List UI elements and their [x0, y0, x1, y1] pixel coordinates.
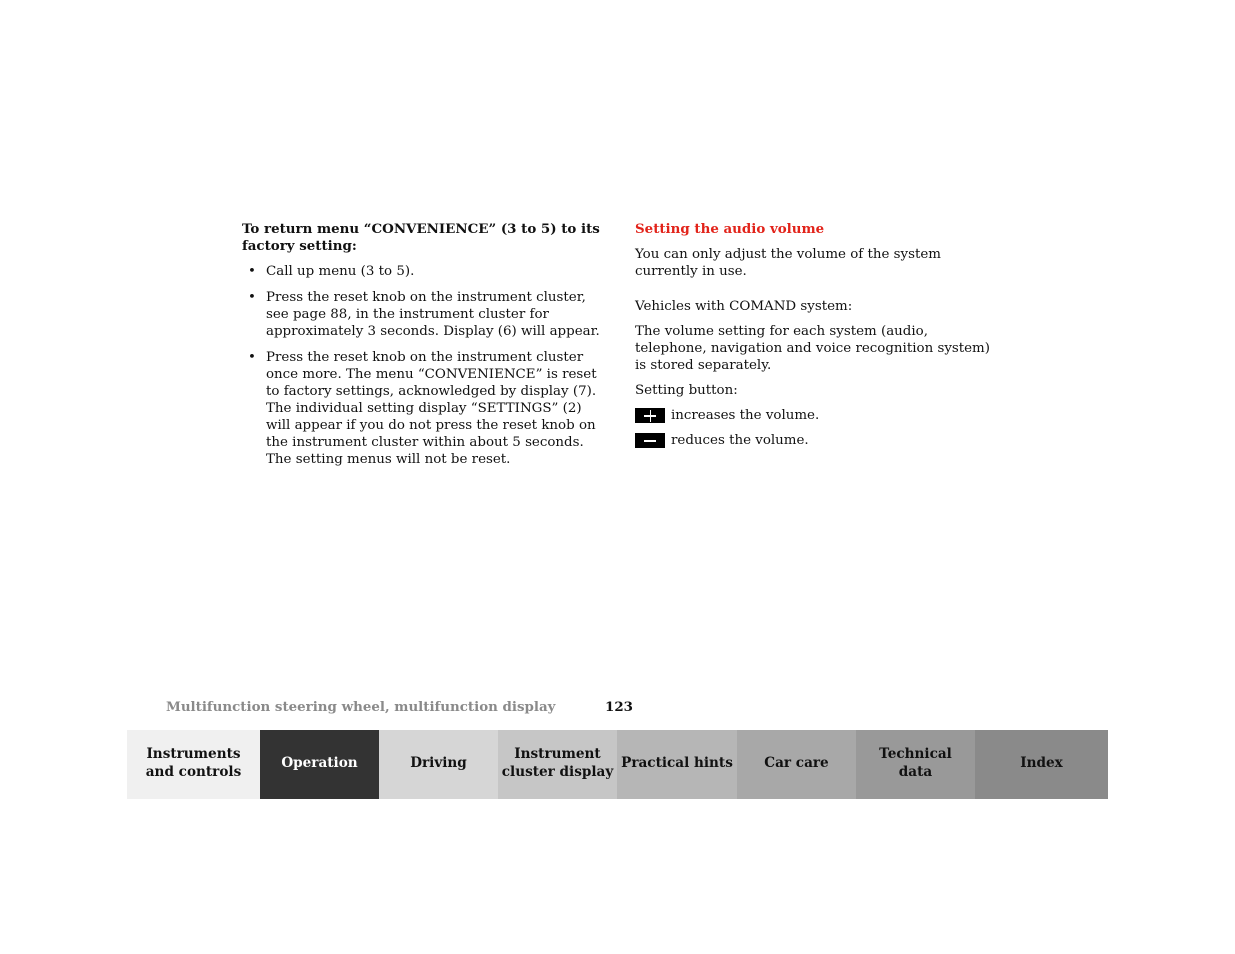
instruction-list — [242, 263, 607, 468]
list-item — [242, 289, 607, 340]
minus-key-icon — [635, 433, 665, 448]
reduce-volume-text: reduces the volume. — [671, 433, 809, 448]
list-item-text: Call up menu (3 to 5). — [266, 264, 415, 279]
tab-driving[interactable]: Driving — [379, 730, 498, 799]
tab-practical-hints[interactable]: Practical hints — [617, 730, 737, 799]
increase-volume-row — [635, 407, 995, 424]
tab-index[interactable]: Index — [975, 730, 1108, 799]
volume-setting-paragraph: The volume setting for each system (audio, telephone, navigation and voice recognition system) is stored separately. — [635, 324, 990, 373]
list-item-continuation: The individual setting display “SETTINGS” (2) will appear if you do not press the reset knob on the instrument cluster within about 5 seconds. The setting menus will not be reset. — [266, 401, 596, 467]
vehicles-paragraph: Vehicles with COMAND system: — [635, 299, 853, 314]
setting-button-label: Setting button: — [635, 383, 738, 398]
section-heading-convenience: To return menu “CONVENIENCE” (3 to 5) to its factory setting: — [242, 221, 600, 254]
list-item — [242, 349, 607, 468]
intro-paragraph: You can only adjust the volume of the system currently in use. — [635, 247, 941, 279]
list-item — [242, 263, 607, 280]
section-heading-audio-volume: Setting the audio volume — [635, 221, 825, 237]
list-item-text: Press the reset knob on the instrument cluster once more. The menu “CONVENIENCE” is reset to factory settings, acknowledged by display (7). — [266, 350, 597, 399]
tab-car-care[interactable]: Car care — [737, 730, 856, 799]
left-column — [242, 221, 607, 477]
tab-instruments-and-controls[interactable]: Instruments and controls — [127, 730, 260, 799]
tab-instrument-cluster-display[interactable]: Instrument cluster display — [498, 730, 617, 799]
page-number: 123 — [605, 699, 633, 715]
list-item-text: Press the reset knob on the instrument cluster, see page 88, in the instrument cluster for approximately 3 seconds. Display (6) will appear. — [266, 290, 600, 339]
chapter-nav-bar — [127, 730, 1108, 799]
footer-section-title: Multifunction steering wheel, multifunction display — [166, 699, 556, 715]
reduce-volume-row — [635, 432, 995, 449]
plus-key-icon — [635, 408, 665, 423]
right-column — [635, 221, 995, 457]
tab-operation[interactable]: Operation — [260, 730, 379, 799]
increase-volume-text: increases the volume. — [671, 408, 820, 423]
tab-technical-data[interactable]: Technical data — [856, 730, 975, 799]
